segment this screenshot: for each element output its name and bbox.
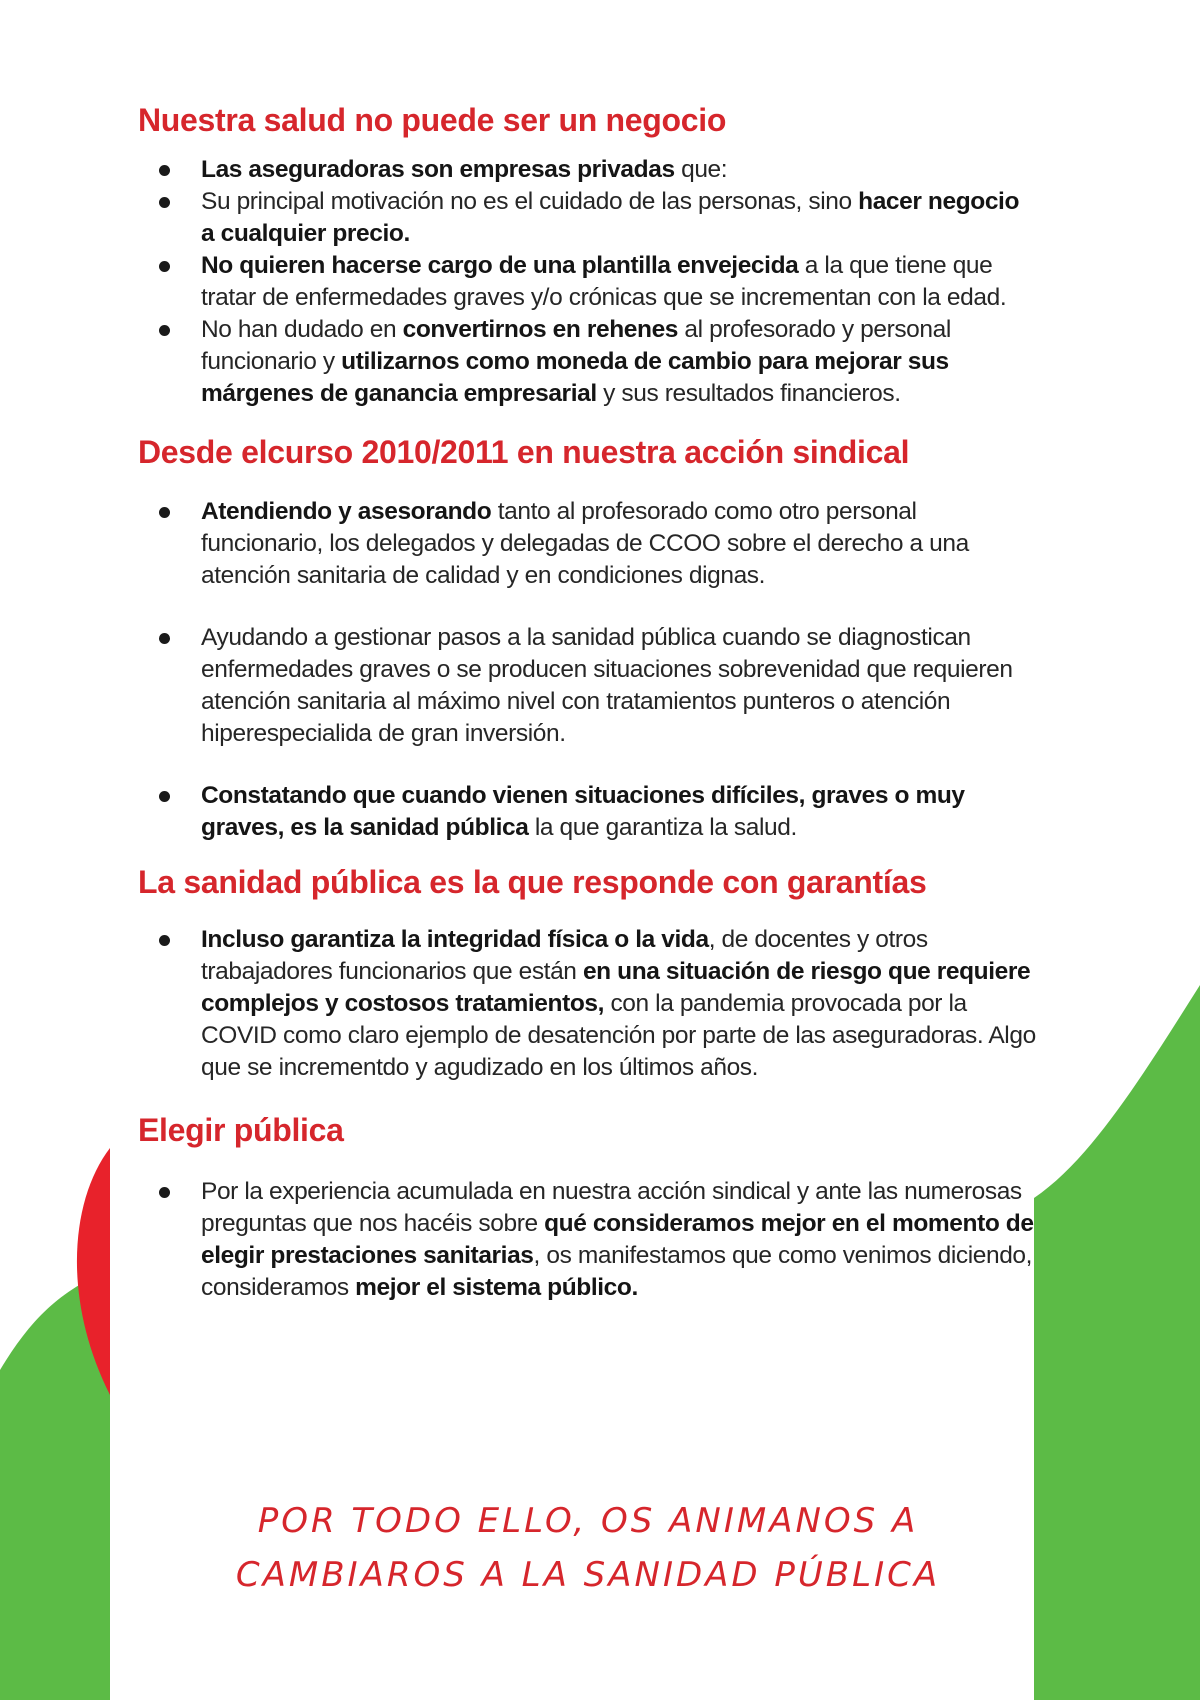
section-garantias (138, 862, 1038, 1084)
bold-text: convertirnos en rehenes (402, 316, 679, 343)
main-content (138, 100, 1038, 1304)
bullet-item (138, 780, 1038, 844)
bold-text: Atendiendo y asesorando (201, 498, 492, 525)
closing-line: POR TODO ELLO, OS ANIMANOS A (257, 1501, 919, 1541)
bullet-list (138, 154, 1038, 410)
bullet-item (138, 1176, 1038, 1304)
text: al profesorado y personal funcionario y (201, 316, 951, 375)
text: con la pandemia provocada por la COVID como claro ejemplo de desatención por parte de las aseguradoras. Algo que se incrementdo y agudizado en los últimos años. (201, 990, 1036, 1081)
text: Por la experiencia acumulada en nuestra acción sindical y ante las numerosas preguntas que nos hacéis sobre (201, 1178, 1022, 1237)
bold-text: Incluso garantiza la integridad física o la vida (201, 926, 709, 953)
text: Ayudando a gestionar pasos a la sanidad pública cuando se diagnostican enfermedades graves o se producen situaciones sobrevenidad que requieren atención sanitaria al máximo nivel con tratamientos punteros o atención hiperespecialida de gran inversión. (201, 624, 1013, 747)
bold-text: mejor el sistema público. (355, 1274, 638, 1301)
section-elegir-publica (138, 1110, 1038, 1304)
bold-text: qué consideramos mejor en el momento de elegir prestaciones sanitarias (201, 1210, 1034, 1269)
bullet-list (138, 496, 1038, 844)
bullet-item (138, 924, 1038, 1084)
closing-slogan (138, 1494, 1038, 1602)
section-title: Elegir pública (138, 1112, 344, 1148)
text: y sus resultados financieros. (596, 380, 901, 407)
section-title: Desde elcurso 2010/2011 en nuestra acción sindical (138, 434, 910, 470)
bullet-item (138, 250, 1038, 314)
bullet-list (138, 1176, 1038, 1304)
bold-text: en una situación de riesgo que requiere complejos y costosos tratamientos, (201, 958, 1031, 1017)
bold-text: utilizarnos como moneda de cambio para mejorar sus márgenes de ganancia empresarial (201, 348, 949, 407)
bullet-item (138, 154, 1038, 186)
section-accion-sindical (138, 432, 1038, 844)
closing-line: CAMBIAROS A LA SANIDAD PÚBLICA (235, 1555, 941, 1595)
text: Su principal motivación no es el cuidado de las personas, sino (201, 188, 859, 215)
bold-text: Constatando que cuando vienen situaciones difíciles, graves o muy graves, es la sanidad pública (201, 782, 965, 841)
section-title: Nuestra salud no puede ser un negocio (138, 102, 727, 138)
text: No han dudado en (201, 316, 403, 343)
bullet-item (138, 186, 1038, 250)
bullet-list (138, 924, 1038, 1084)
text: tanto al profesorado como otro personal funcionario, los delegados y delegadas de CCOO sobre el derecho a una atención sanitaria de calidad y en condiciones dignas. (201, 498, 969, 589)
bullet-item (138, 496, 1038, 592)
section-negocio (138, 100, 1038, 410)
green-wave-right (1034, 985, 1200, 1700)
bullet-item (138, 314, 1038, 410)
text: a la que tiene que tratar de enfermedades graves y/o crónicas que se incrementan con la edad. (201, 252, 1007, 311)
text: que: (674, 156, 728, 183)
section-title: La sanidad pública es la que responde con garantías (138, 864, 927, 900)
text: , de docentes y otros trabajadores funcionarios que están (201, 926, 928, 985)
bold-text: No quieren hacerse cargo de una plantilla envejecida (201, 252, 799, 279)
text: , os manifestamos que como venimos diciendo, consideramos (201, 1242, 1033, 1301)
bold-text: hacer negocio a cualquier precio. (201, 188, 1020, 247)
bullet-item (138, 622, 1038, 750)
text: la que garantiza la salud. (528, 814, 797, 841)
bold-text: Las aseguradoras son empresas privadas (201, 156, 675, 183)
